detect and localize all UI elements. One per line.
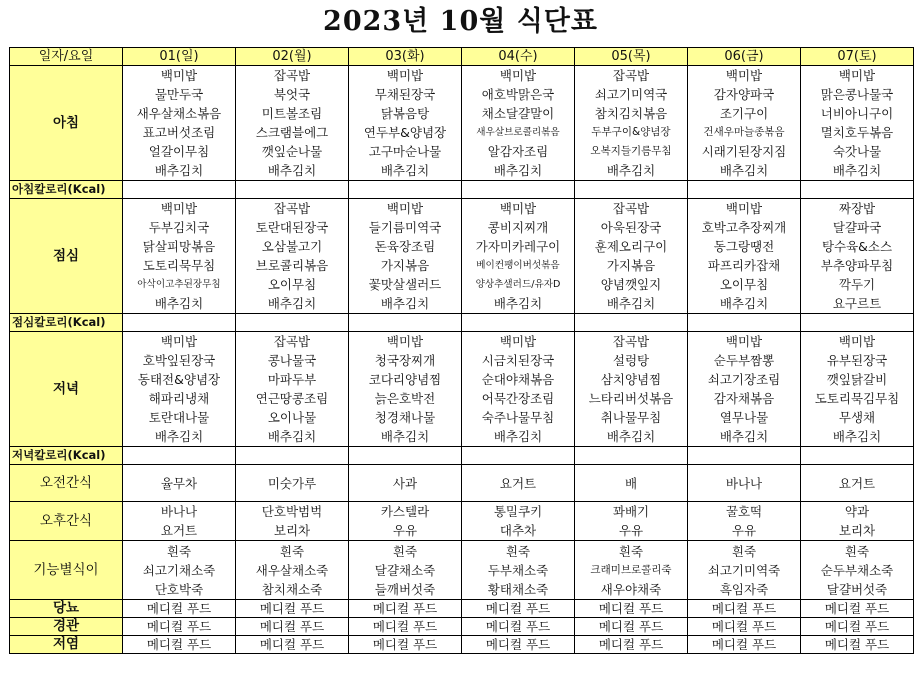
menu-item: 배추김치 xyxy=(380,296,430,311)
menu-item: 닭볶음탕 xyxy=(380,106,430,121)
menu-cell xyxy=(575,541,688,600)
menu-item: 단호박죽 xyxy=(154,581,204,597)
menu-cell xyxy=(123,199,236,314)
menu-item: 달걀채소죽 xyxy=(374,562,436,578)
menu-item: 달걀버섯죽 xyxy=(826,581,888,597)
day-header: 06(금) xyxy=(688,48,801,66)
menu-item: 가지볶음 xyxy=(380,258,430,273)
menu-item: 배 xyxy=(624,475,638,491)
menu-item: 흰죽 xyxy=(166,543,192,559)
menu-item: 보리차 xyxy=(838,523,876,538)
diet-cell: 메디컬 푸드 xyxy=(575,600,688,618)
menu-cell xyxy=(575,199,688,314)
calorie-cell xyxy=(575,181,688,199)
pm-snack-row-label: 오후간식 xyxy=(10,502,123,541)
menu-item: 오삼불고기 xyxy=(261,239,323,254)
menu-item: 쇠고기채소죽 xyxy=(142,562,216,578)
calorie-cell xyxy=(575,314,688,332)
menu-item: 배추김치 xyxy=(832,429,882,444)
day-header: 02(월) xyxy=(236,48,349,66)
menu-item: 바나나 xyxy=(725,475,763,491)
menu-item: 콩비지찌개 xyxy=(487,220,549,235)
diet-cell: 메디컬 푸드 xyxy=(236,618,349,636)
menu-item: 숙주나물무침 xyxy=(481,410,555,425)
menu-item: 흰죽 xyxy=(392,543,418,559)
lunch-calorie-row-label: 점심칼로리(Kcal) xyxy=(10,314,123,332)
lunch-row-label: 점심 xyxy=(10,199,123,314)
menu-item: 순두부짬뽕 xyxy=(713,353,775,368)
menu-item: 잡곡밥 xyxy=(612,201,650,216)
menu-item: 참치채소죽 xyxy=(261,581,323,597)
calorie-cell xyxy=(236,314,349,332)
menu-cell xyxy=(349,465,462,502)
day-header: 03(화) xyxy=(349,48,462,66)
menu-item: 삼치양념찜 xyxy=(600,372,662,387)
menu-item: 배추김치 xyxy=(380,429,430,444)
menu-item: 배추김치 xyxy=(267,429,317,444)
dinner-row-label: 저녁 xyxy=(10,332,123,447)
menu-item: 우유 xyxy=(392,523,418,538)
menu-item: 들기름미역국 xyxy=(368,220,442,235)
breakfast-row xyxy=(10,66,914,181)
menu-item: 백미밥 xyxy=(725,201,763,216)
menu-item: 시래기된장지짐 xyxy=(701,144,787,159)
menu-item: 닭살피망볶음 xyxy=(142,239,216,254)
menu-cell xyxy=(123,465,236,502)
menu-item: 백미밥 xyxy=(160,201,198,216)
menu-cell xyxy=(575,502,688,541)
menu-item: 청경채나물 xyxy=(374,410,436,425)
menu-item: 두부채소죽 xyxy=(487,562,549,578)
menu-item: 느타리버섯볶음 xyxy=(588,391,674,406)
menu-cell xyxy=(575,465,688,502)
menu-cell xyxy=(801,332,914,447)
menu-item: 순두부채소죽 xyxy=(820,562,894,578)
menu-item: 호박잎된장국 xyxy=(142,353,216,368)
calorie-cell xyxy=(349,181,462,199)
calorie-cell xyxy=(462,314,575,332)
am-snack-row xyxy=(10,465,914,502)
menu-item: 동태전&양념장 xyxy=(137,372,221,387)
menu-item: 꽈배기 xyxy=(612,504,650,519)
menu-item: 백미밥 xyxy=(499,201,537,216)
breakfast-calorie-row xyxy=(10,181,914,199)
menu-item: 새우살채소죽 xyxy=(255,562,329,578)
corner-header: 일자/요일 xyxy=(10,48,123,66)
menu-item: 백미밥 xyxy=(725,334,763,349)
menu-item: 숙갓나물 xyxy=(832,144,882,159)
menu-item: 배추김치 xyxy=(606,429,656,444)
menu-item: 깻잎순나물 xyxy=(261,144,323,159)
menu-item: 백미밥 xyxy=(838,68,876,83)
menu-item: 도토리묵김무침 xyxy=(814,391,900,406)
menu-item: 연근땅콩조림 xyxy=(255,391,329,406)
menu-item: 코다리양념찜 xyxy=(368,372,442,387)
menu-item: 취나물무침 xyxy=(600,410,662,425)
menu-cell xyxy=(349,502,462,541)
menu-item: 스크램블에그 xyxy=(255,125,329,140)
menu-item: 두부김치국 xyxy=(148,220,210,235)
menu-item: 연두부&양념장 xyxy=(363,125,447,140)
menu-item: 가지볶음 xyxy=(606,258,656,273)
menu-item: 어묵간장조림 xyxy=(481,391,555,406)
diet-cell: 메디컬 푸드 xyxy=(349,600,462,618)
menu-item: 잡곡밥 xyxy=(273,334,311,349)
menu-item: 감자양파국 xyxy=(713,87,775,102)
menu-cell xyxy=(123,66,236,181)
menu-cell xyxy=(349,332,462,447)
menu-item: 무생채 xyxy=(838,410,876,425)
menu-item: 새우야채죽 xyxy=(600,581,662,597)
menu-item: 훈제오리구이 xyxy=(594,239,668,254)
menu-item: 짜장밥 xyxy=(838,201,876,216)
menu-item: 요거트 xyxy=(499,475,537,491)
menu-item: 잡곡밥 xyxy=(612,334,650,349)
menu-item: 오이나물 xyxy=(267,410,317,425)
menu-item: 흰죽 xyxy=(731,543,757,559)
menu-cell xyxy=(801,502,914,541)
diabetes-row xyxy=(10,600,914,618)
menu-cell xyxy=(801,465,914,502)
breakfast-row-label: 아침 xyxy=(10,66,123,181)
calorie-cell xyxy=(123,447,236,465)
calorie-cell xyxy=(236,181,349,199)
menu-cell xyxy=(236,199,349,314)
menu-item: 잡곡밥 xyxy=(273,201,311,216)
functional-diet-row xyxy=(10,541,914,600)
diet-cell: 메디컬 푸드 xyxy=(801,636,914,654)
menu-item: 흰죽 xyxy=(618,543,644,559)
menu-item: 얼갈이무침 xyxy=(148,144,210,159)
diet-cell: 메디컬 푸드 xyxy=(462,618,575,636)
menu-item: 물만두국 xyxy=(154,87,204,102)
menu-item: 잡곡밥 xyxy=(612,68,650,83)
diet-cell: 메디컬 푸드 xyxy=(801,618,914,636)
menu-item: 두부구이&양념장 xyxy=(591,126,671,138)
menu-cell xyxy=(688,199,801,314)
menu-item: 배추김치 xyxy=(719,429,769,444)
menu-item: 배추김치 xyxy=(267,296,317,311)
menu-item: 깻잎닭갈비 xyxy=(826,372,888,387)
calorie-cell xyxy=(688,447,801,465)
diet-cell: 메디컬 푸드 xyxy=(801,600,914,618)
menu-item: 배추김치 xyxy=(606,163,656,178)
menu-item: 알감자조림 xyxy=(487,144,549,159)
menu-item: 미트볼조림 xyxy=(261,106,323,121)
menu-item: 콩나물국 xyxy=(267,353,317,368)
diet-cell: 메디컬 푸드 xyxy=(688,636,801,654)
diet-cell: 메디컬 푸드 xyxy=(688,600,801,618)
menu-item: 단호박범벅 xyxy=(261,504,323,519)
menu-item: 쇠고기장조림 xyxy=(707,372,781,387)
menu-table xyxy=(9,47,914,654)
menu-cell xyxy=(236,465,349,502)
am-snack-row-label: 오전간식 xyxy=(10,465,123,502)
menu-item: 백미밥 xyxy=(386,68,424,83)
menu-item: 채소달걀말이 xyxy=(481,106,555,121)
menu-item: 건새우마늘종볶음 xyxy=(703,126,785,138)
diet-cell: 메디컬 푸드 xyxy=(688,618,801,636)
header-row xyxy=(10,48,914,66)
menu-item: 통밀쿠키 xyxy=(493,504,543,519)
low-salt-row-label: 저염 xyxy=(10,636,123,654)
menu-cell xyxy=(801,66,914,181)
menu-item: 아삭이고추된장무침 xyxy=(137,279,221,290)
diet-cell: 메디컬 푸드 xyxy=(236,600,349,618)
menu-item: 백미밥 xyxy=(386,201,424,216)
menu-item: 꿀호떡 xyxy=(725,504,763,519)
dinner-calorie-row-label: 저녁칼로리(Kcal) xyxy=(10,447,123,465)
calorie-cell xyxy=(462,181,575,199)
calorie-cell xyxy=(123,181,236,199)
calorie-cell xyxy=(575,447,688,465)
menu-item: 청국장찌개 xyxy=(374,353,436,368)
menu-cell xyxy=(349,541,462,600)
menu-item: 배추김치 xyxy=(719,296,769,311)
menu-cell xyxy=(688,541,801,600)
menu-item: 배추김치 xyxy=(832,163,882,178)
menu-item: 배추김치 xyxy=(493,429,543,444)
day-header: 01(일) xyxy=(123,48,236,66)
menu-cell xyxy=(462,465,575,502)
menu-item: 흰죽 xyxy=(279,543,305,559)
menu-item: 애호박맑은국 xyxy=(481,87,555,102)
menu-item: 토란대된장국 xyxy=(255,220,329,235)
day-header: 04(수) xyxy=(462,48,575,66)
menu-item: 약과 xyxy=(844,504,870,519)
menu-cell xyxy=(462,332,575,447)
dinner-calorie-row xyxy=(10,447,914,465)
menu-item: 보리차 xyxy=(273,523,311,538)
menu-item: 오복지들기름무침 xyxy=(590,145,672,157)
menu-item: 배추김치 xyxy=(154,429,204,444)
menu-cell xyxy=(801,541,914,600)
menu-item: 크래미브로콜리죽 xyxy=(590,563,672,576)
day-header: 05(목) xyxy=(575,48,688,66)
menu-item: 배추김치 xyxy=(154,296,204,311)
menu-cell xyxy=(688,66,801,181)
low-salt-row xyxy=(10,636,914,654)
dinner-row xyxy=(10,332,914,447)
menu-item: 브로콜리볶음 xyxy=(255,258,329,273)
menu-item: 도토리묵무침 xyxy=(142,258,216,273)
menu-item: 미숫가루 xyxy=(267,475,317,491)
menu-item: 배추김치 xyxy=(493,163,543,178)
tube-feeding-row-label: 경관 xyxy=(10,618,123,636)
menu-item: 들깨버섯죽 xyxy=(374,581,436,597)
day-header: 07(토) xyxy=(801,48,914,66)
menu-item: 카스텔라 xyxy=(380,504,430,519)
functional-diet-row-label: 기능별식이 xyxy=(10,541,123,600)
menu-item: 양념깻잎지 xyxy=(600,277,662,292)
menu-cell xyxy=(688,332,801,447)
diet-cell: 메디컬 푸드 xyxy=(123,618,236,636)
diet-cell: 메디컬 푸드 xyxy=(123,600,236,618)
menu-item: 백미밥 xyxy=(160,68,198,83)
calorie-cell xyxy=(349,314,462,332)
menu-cell xyxy=(575,332,688,447)
menu-item: 마파두부 xyxy=(267,372,317,387)
menu-item: 황태채소죽 xyxy=(487,581,549,597)
menu-cell xyxy=(349,66,462,181)
calorie-cell xyxy=(123,314,236,332)
menu-item: 배추김치 xyxy=(719,163,769,178)
menu-cell xyxy=(688,465,801,502)
menu-item: 오이무침 xyxy=(719,277,769,292)
menu-cell xyxy=(801,199,914,314)
menu-item: 멸치호두볶음 xyxy=(820,125,894,140)
menu-item: 요거트 xyxy=(838,475,876,491)
menu-item: 유부된장국 xyxy=(826,353,888,368)
menu-item: 부추양파무침 xyxy=(820,258,894,273)
menu-item: 토란대나물 xyxy=(148,410,210,425)
menu-item: 오이무침 xyxy=(267,277,317,292)
menu-item: 너비아니구이 xyxy=(820,106,894,121)
diet-cell: 메디컬 푸드 xyxy=(349,618,462,636)
tube-feeding-row xyxy=(10,618,914,636)
menu-item: 대추차 xyxy=(499,523,537,538)
menu-item: 파프리카잡채 xyxy=(707,258,781,273)
menu-item: 쇠고기미역국 xyxy=(594,87,668,102)
calorie-cell xyxy=(688,181,801,199)
menu-item: 감자채볶음 xyxy=(713,391,775,406)
menu-cell xyxy=(349,199,462,314)
menu-item: 달걀파국 xyxy=(832,220,882,235)
menu-item: 배추김치 xyxy=(154,163,204,178)
menu-item: 잡곡밥 xyxy=(273,68,311,83)
menu-cell xyxy=(462,199,575,314)
menu-item: 해파리냉채 xyxy=(148,391,210,406)
menu-item: 배추김치 xyxy=(267,163,317,178)
menu-item: 사과 xyxy=(392,475,418,491)
menu-item: 돈육장조림 xyxy=(374,239,436,254)
menu-item: 율무차 xyxy=(160,475,198,491)
menu-cell xyxy=(123,541,236,600)
menu-cell xyxy=(462,502,575,541)
menu-item: 백미밥 xyxy=(499,334,537,349)
menu-item: 요구르트 xyxy=(832,296,882,311)
menu-cell xyxy=(123,502,236,541)
menu-item: 맑은콩나물국 xyxy=(820,87,894,102)
menu-item: 바나나 xyxy=(160,504,198,519)
menu-item: 백미밥 xyxy=(838,334,876,349)
menu-item: 깍두기 xyxy=(838,277,876,292)
menu-item: 꽃맛살샐러드 xyxy=(368,277,442,292)
menu-item: 요거트 xyxy=(160,523,198,538)
menu-item: 백미밥 xyxy=(499,68,537,83)
menu-item: 호박고추장찌개 xyxy=(701,220,787,235)
diabetes-row-label: 당뇨 xyxy=(10,600,123,618)
menu-item: 흰죽 xyxy=(844,543,870,559)
menu-item: 백미밥 xyxy=(386,334,424,349)
menu-item: 새우살채소볶음 xyxy=(136,106,222,121)
menu-item: 백미밥 xyxy=(725,68,763,83)
calorie-cell xyxy=(801,314,914,332)
lunch-row xyxy=(10,199,914,314)
menu-item: 백미밥 xyxy=(160,334,198,349)
menu-item: 탕수육&소스 xyxy=(821,239,893,254)
menu-item: 설렁탕 xyxy=(612,353,650,368)
diet-cell: 메디컬 푸드 xyxy=(462,600,575,618)
calorie-cell xyxy=(462,447,575,465)
menu-cell xyxy=(236,66,349,181)
menu-item: 아욱된장국 xyxy=(600,220,662,235)
diet-cell: 메디컬 푸드 xyxy=(575,636,688,654)
menu-item: 흰죽 xyxy=(505,543,531,559)
calorie-cell xyxy=(801,447,914,465)
menu-item: 표고버섯조림 xyxy=(142,125,216,140)
menu-item: 양상추샐러드/유자D xyxy=(475,279,561,290)
diet-cell: 메디컬 푸드 xyxy=(349,636,462,654)
menu-cell xyxy=(462,541,575,600)
menu-item: 북엇국 xyxy=(273,87,311,102)
menu-item: 고구마순나물 xyxy=(368,144,442,159)
pm-snack-row xyxy=(10,502,914,541)
menu-cell xyxy=(688,502,801,541)
diet-cell: 메디컬 푸드 xyxy=(462,636,575,654)
menu-item: 순대야채볶음 xyxy=(481,372,555,387)
menu-cell xyxy=(236,332,349,447)
menu-item: 조기구이 xyxy=(719,106,769,121)
menu-cell xyxy=(462,66,575,181)
diet-cell: 메디컬 푸드 xyxy=(236,636,349,654)
menu-item: 베이컨팽이버섯볶음 xyxy=(476,260,560,271)
diet-cell: 메디컬 푸드 xyxy=(575,618,688,636)
menu-item: 쇠고기미역죽 xyxy=(707,562,781,578)
menu-cell xyxy=(123,332,236,447)
diet-cell: 메디컬 푸드 xyxy=(123,636,236,654)
menu-item: 우유 xyxy=(618,523,644,538)
menu-item: 시금치된장국 xyxy=(481,353,555,368)
menu-item: 배추김치 xyxy=(606,296,656,311)
calorie-cell xyxy=(236,447,349,465)
calorie-cell xyxy=(801,181,914,199)
menu-item: 동그랑땡전 xyxy=(713,239,775,254)
page-title: 2023년 10월 식단표 xyxy=(323,6,598,37)
calorie-cell xyxy=(349,447,462,465)
menu-item: 배추김치 xyxy=(493,296,543,311)
menu-item: 가자미카레구이 xyxy=(475,239,561,254)
lunch-calorie-row xyxy=(10,314,914,332)
menu-item: 열무나물 xyxy=(719,410,769,425)
menu-cell xyxy=(236,502,349,541)
calorie-cell xyxy=(688,314,801,332)
menu-cell xyxy=(575,66,688,181)
menu-item: 새우살브로콜리볶음 xyxy=(476,127,560,138)
menu-item: 우유 xyxy=(731,523,757,538)
menu-cell xyxy=(236,541,349,600)
menu-item: 참치김치볶음 xyxy=(594,106,668,121)
menu-item: 배추김치 xyxy=(380,163,430,178)
breakfast-calorie-row-label: 아침칼로리(Kcal) xyxy=(10,181,123,199)
menu-item: 늙은호박전 xyxy=(374,391,436,406)
menu-item: 흑임자죽 xyxy=(719,581,769,597)
menu-item: 무채된장국 xyxy=(374,87,436,102)
